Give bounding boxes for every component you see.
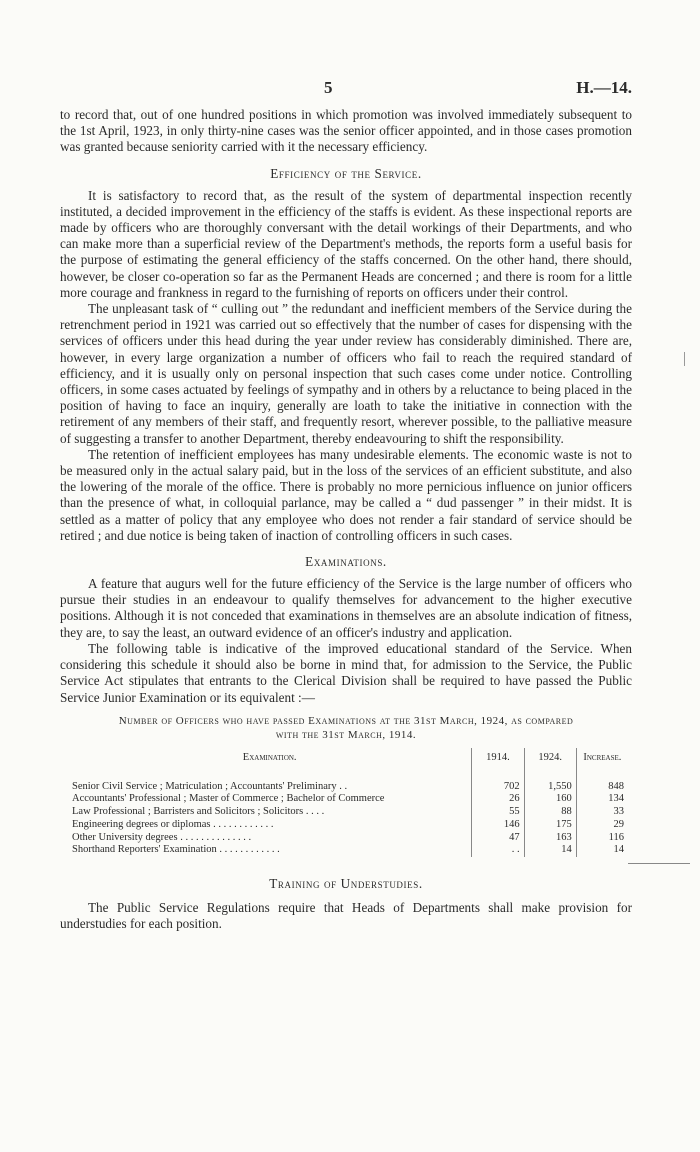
examinations-heading: Examinations. bbox=[305, 554, 387, 570]
examinations-paragraph-1: A feature that augurs well for the future efficiency of the Service is the large number of officers who pursue their studies in an endeavour to qualify themselves for advancement to the higher executive positions. Although it is not conceded that examinations in themselves are an absolute indication of fitness, they are, to say the least, an outward evidence of an officer's industry and application. bbox=[60, 576, 632, 640]
header-examination: Examination. bbox=[242, 751, 297, 763]
row-increase: 14 bbox=[576, 844, 628, 857]
row-1914: 146 bbox=[472, 819, 524, 832]
table-header-row bbox=[68, 748, 628, 781]
header-1914: 1914. bbox=[472, 748, 524, 781]
efficiency-paragraph-2: The unpleasant task of “ culling out ” the redundant and inefficient members of the Service during the retrenchment period in 1921 was carried out so effectively that the number of cases for dispensing with the services of officers under this head during the year under review has considerably diminished. There are, however, in every large organization a number of officers who fail to reach the required standard of efficiency, and it is usually only on personal inspection that such cases come under notice. Controlling officers, in some cases actuated by feelings of sympathy and in others by a reluctance to being placed in the position of having to face an inquiry, generally are loath to take the initiative in connection with the retirement of any members of their staff, and frequently resort, wherever possible, to the palliative measure of suggesting a transfer to another Department, thereby endeavouring to shift the responsibility. bbox=[60, 301, 632, 446]
row-increase: 33 bbox=[576, 806, 628, 819]
table-row bbox=[68, 781, 628, 794]
examinations-table bbox=[68, 748, 628, 858]
intro-paragraph: to record that, out of one hundred positions in which promotion was involved immediately subsequent to the 1st April, 1923, in only thirty-nine cases was the senior officer appointed, and in those cases promotion was granted because seniority carried with it the necessary efficiency. bbox=[60, 107, 632, 155]
row-1914: 26 bbox=[472, 793, 524, 806]
efficiency-paragraph-1: It is satisfactory to record that, as the result of the system of departmental inspection recently instituted, a decided improvement in the efficiency of the staffs is evident. As these inspectional reports are made by officers who are thoroughly conversant with the detail workings of their Departments, and who can make more than a superficial review of the Department's methods, the reports form a useful basis for the purpose of estimating the general efficiency of the staffs concerned. On the other hand, there should, however, be closer co-operation so far as the Permanent Heads are concerned ; and there is room for a little more courage and frankness in regard to the furnishing of reports on officers under their control. bbox=[60, 187, 632, 300]
table-title-line-2: with the 31st March, 1914. bbox=[275, 728, 417, 741]
table-row bbox=[68, 832, 628, 845]
row-exam: Other University degrees . . . . . . . . . . . . . . bbox=[72, 831, 252, 843]
training-paragraph-1: The Public Service Regulations require that Heads of Departments shall make provision for understudies for each position. bbox=[60, 900, 632, 932]
row-1914: 702 bbox=[472, 781, 524, 794]
row-increase: 134 bbox=[576, 793, 628, 806]
row-increase: 116 bbox=[576, 832, 628, 845]
row-exam: Accountants' Professional ; Master of Commerce ; Bachelor of Commerce bbox=[72, 793, 385, 805]
row-exam: Senior Civil Service ; Matriculation ; Accountants' Preliminary . . bbox=[72, 780, 348, 792]
total-rule bbox=[628, 863, 690, 864]
efficiency-paragraph-3: The retention of inefficient employees has many undesirable elements. The economic waste is not to be measured only in the actual salary paid, but in the loss of the services of an efficient substitute, and also the lowering of the morale of the office. There is probably no more pernicious influence on junior officers than the presence of what, in colloquial parlance, may be called a “ dud passenger ” in their midst. It is settled as a matter of policy that any employee who does not render a fair standard of service should be retired ; and due notice is being taken of inaction of controlling officers in such cases. bbox=[60, 446, 632, 543]
table-row bbox=[68, 819, 628, 832]
row-increase: 848 bbox=[576, 781, 628, 794]
document-reference: H.—14. bbox=[576, 78, 632, 97]
row-1924: 1,550 bbox=[524, 781, 576, 794]
header-increase: Increase. bbox=[576, 748, 628, 781]
row-1914: . . bbox=[472, 844, 524, 857]
page-header bbox=[60, 78, 632, 100]
row-1924: 175 bbox=[524, 819, 576, 832]
row-exam: Engineering degrees or diplomas . . . . . . . . . . . . bbox=[72, 818, 274, 830]
efficiency-heading: Efficiency of the Service. bbox=[270, 165, 422, 181]
row-increase: 29 bbox=[576, 819, 628, 832]
row-exam: Shorthand Reporters' Examination . . . . . . . . . . . . bbox=[72, 844, 280, 856]
examinations-paragraph-2: The following table is indicative of the improved educational standard of the Service. When considering this schedule it should also be borne in mind that, for admission to the Service, the Public Service Act stipulates that entrants to the Clerical Division shall be required to have passed the Public Service Junior Examination or its equivalent :— bbox=[60, 640, 632, 705]
table-title-line-1: Number of Officers who have passed Examinations at the 31st March, 1924, as compared bbox=[118, 714, 574, 727]
table-row bbox=[68, 793, 628, 806]
row-exam: Law Professional ; Barristers and Solicitors ; Solicitors . . . . bbox=[72, 806, 325, 818]
margin-mark bbox=[684, 352, 685, 366]
header-1924: 1924. bbox=[524, 748, 576, 781]
row-1924: 163 bbox=[524, 832, 576, 845]
training-heading: Training of Understudies. bbox=[269, 876, 423, 892]
page-number: 5 bbox=[324, 78, 333, 97]
table-title bbox=[60, 714, 632, 742]
table-row bbox=[68, 806, 628, 819]
row-1914: 55 bbox=[472, 806, 524, 819]
row-1914: 47 bbox=[472, 832, 524, 845]
row-1924: 160 bbox=[524, 793, 576, 806]
row-1924: 88 bbox=[524, 806, 576, 819]
row-1924: 14 bbox=[524, 844, 576, 857]
table-row bbox=[68, 844, 628, 857]
page-body bbox=[60, 107, 632, 933]
